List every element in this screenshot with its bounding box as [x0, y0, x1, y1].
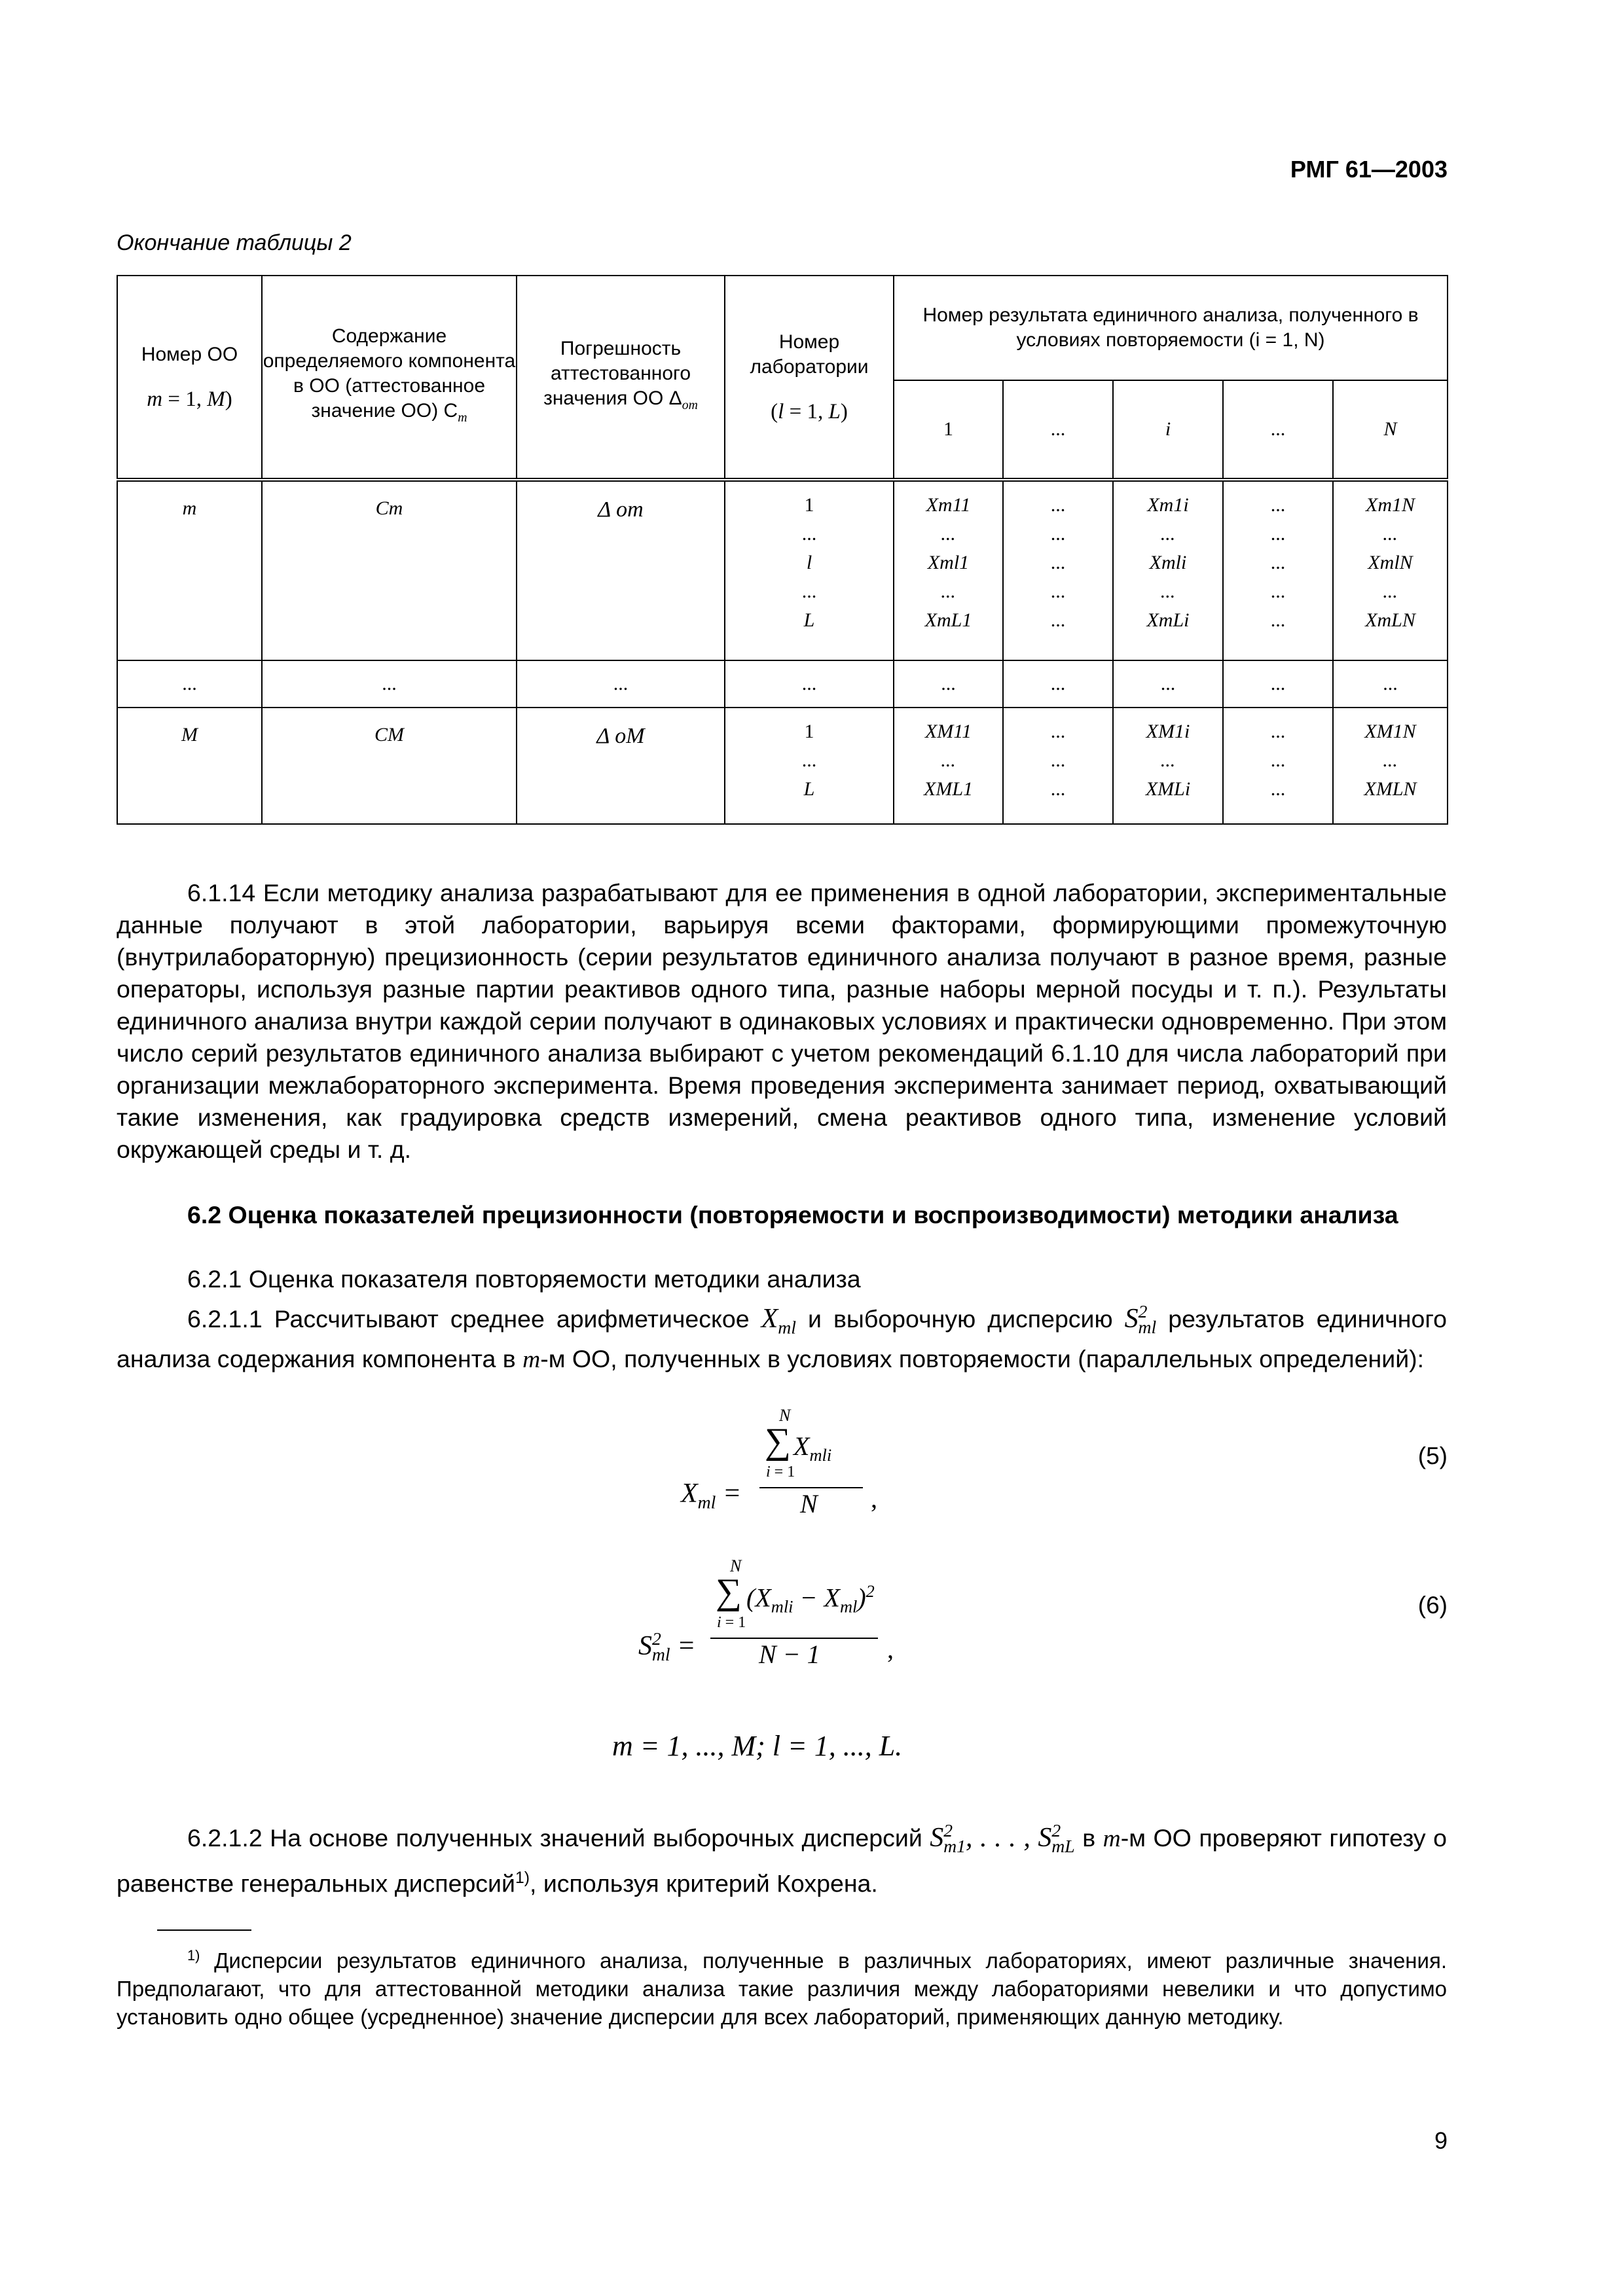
equation-number-6: (6) [1417, 1592, 1448, 1619]
dots-cell: ... [262, 660, 517, 708]
footnote: $^{1)}$ Дисперсии результатов единичного анализа, полученные в различных лабораториях, имеют различные значения. Предполагают, что для аттестованной методики анализа такие различия между лабораториями невелики и что допустимо установить одно общее (усредненное) значение дисперсии для всех лабораторий, применяющих данную методику. [117, 1947, 1447, 2029]
dots-cell: ... [517, 660, 725, 708]
cell-results-dots-1: ... ... ... [1003, 708, 1113, 824]
equation-number-5: (5) [1417, 1443, 1448, 1469]
header-result-number-group: Номер результата единичного анализа, полученного в условиях повторяемости (i = 1, N) [894, 276, 1448, 380]
cell-error: Δ oM [517, 708, 725, 824]
footnote-separator [157, 1929, 251, 1931]
cell-oo: M [117, 708, 262, 824]
cell-labs: 1 ... l ... L [725, 480, 894, 660]
header-result-1: 1 [894, 380, 1003, 480]
paragraph-6-2-1-2: 6.2.1.2 На основе полученных значений выборочных дисперсий $S^2_{m1}$, . . . , $S^2_{mL}$ в m-м ОО проверяют гипотезу о равенстве генеральных дисперсий$^{1)}$, используя критерий Кохрена. [117, 1820, 1448, 1897]
dots-cell: ... [894, 660, 1003, 708]
dots-cell: ... [1113, 660, 1223, 708]
cell-results-N: Xm1N ... XmlN ... XmLN [1333, 480, 1448, 660]
heading-6-2: 6.2 Оценка показателей прецизионности (повторяемости и воспроизводимости) методики анализа [187, 1201, 1398, 1229]
header-lab-number: Номер лаборатории (l = 1, L) [725, 276, 894, 480]
dots-cell: ... [1003, 660, 1113, 708]
paragraph-6-2-1-1: 6.2.1.1 Рассчитывают среднее арифметическое $X_{ml}$ и выборочную дисперсию $S^2_{ml}$ результатов единичного анализа содержания компонента в m-м ОО, полученных в условиях повторяемости (параллельных определений): [117, 1301, 1448, 1374]
formula-index-range: m = 1, ..., M; l = 1, ..., L. [612, 1730, 903, 1762]
cell-labs: 1 ... L [725, 708, 894, 824]
table-2 [117, 275, 1448, 825]
header-error: Погрешность аттестованного значения ОО $\Delta_{om}$ [517, 276, 725, 480]
cell-error: Δ om [517, 480, 725, 660]
document-header: РМГ 61—2003 [1290, 156, 1448, 183]
paragraph-6-2-1: 6.2.1 Оценка показателя повторяемости методики анализа [187, 1265, 861, 1293]
table-row-m [117, 480, 1448, 660]
header-result-dots-1: ... [1003, 380, 1113, 480]
dots-cell: ... [1223, 660, 1333, 708]
cell-results-dots-2: ... ... ... ... ... [1223, 480, 1333, 660]
header-result-dots-2: ... [1223, 380, 1333, 480]
cell-results-dots-1: ... ... ... ... ... [1003, 480, 1113, 660]
table-caption: Окончание таблицы 2 [117, 230, 352, 255]
header-oo-number: Номер ОО m = 1, M) [117, 276, 262, 480]
cell-content: Cm [262, 480, 517, 660]
cell-results-1: Xm11 ... Xml1 ... XmL1 [894, 480, 1003, 660]
dots-cell: ... [1333, 660, 1448, 708]
cell-oo: m [117, 480, 262, 660]
paragraph-6-1-14: 6.1.14 Если методику анализа разрабатывают для ее применения в одной лаборатории, экспериментальные данные получают в этой лаборатории, варьируя всеми факторами, формирующими промежуточную (внутрилабораторную) прецизионность (серии результатов единичного анализа получают в разное время, разные операторы, используя разные партии реактивов одного типа, разные наборы мерной посуды и т. п.). Результаты единичного анализа внутри каждой серии получают в одинаковых условиях и практически одновременно. При этом число серий результатов единичного анализа выбирают с учетом рекомендаций 6.1.10 для числа лабораторий при организации межлабораторного эксперимента. Время проведения эксперимента занимает период, охватывающий такие изменения, как градуировка средств измерений, смена реактивов одного типа, изменение условий окружающей среды и т. д. [117, 879, 1447, 1163]
formula-5: N ∑ $X_{mli}$ i = 1 $X_{ml}$ = N , [681, 1406, 877, 1518]
cell-results-1: XM11 ... XML1 [894, 708, 1003, 824]
header-result-N: N [1333, 380, 1448, 480]
header-content: Содержание определяемого компонента в ОО (аттестованное значение ОО) $C_m$ [262, 276, 517, 480]
dots-cell: ... [725, 660, 894, 708]
table-row-M [117, 708, 1448, 824]
table-row-ellipsis [117, 660, 1448, 708]
header-result-i: i [1113, 380, 1223, 480]
cell-results-N: XM1N ... XMLN [1333, 708, 1448, 824]
cell-content: CM [262, 708, 517, 824]
formula-6: N ∑ $(X_{mli} - X_{ml})^2$ i = 1 $S^2_{ml}$ = N − 1 , [638, 1556, 894, 1669]
dots-cell: ... [117, 660, 262, 708]
page-number: 9 [1434, 2127, 1448, 2154]
footnote-reference: 1) [515, 1869, 530, 1888]
cell-results-i: XM1i ... XMLi [1113, 708, 1223, 824]
cell-results-i: Xm1i ... Xmli ... XmLi [1113, 480, 1223, 660]
cell-results-dots-2: ... ... ... [1223, 708, 1333, 824]
